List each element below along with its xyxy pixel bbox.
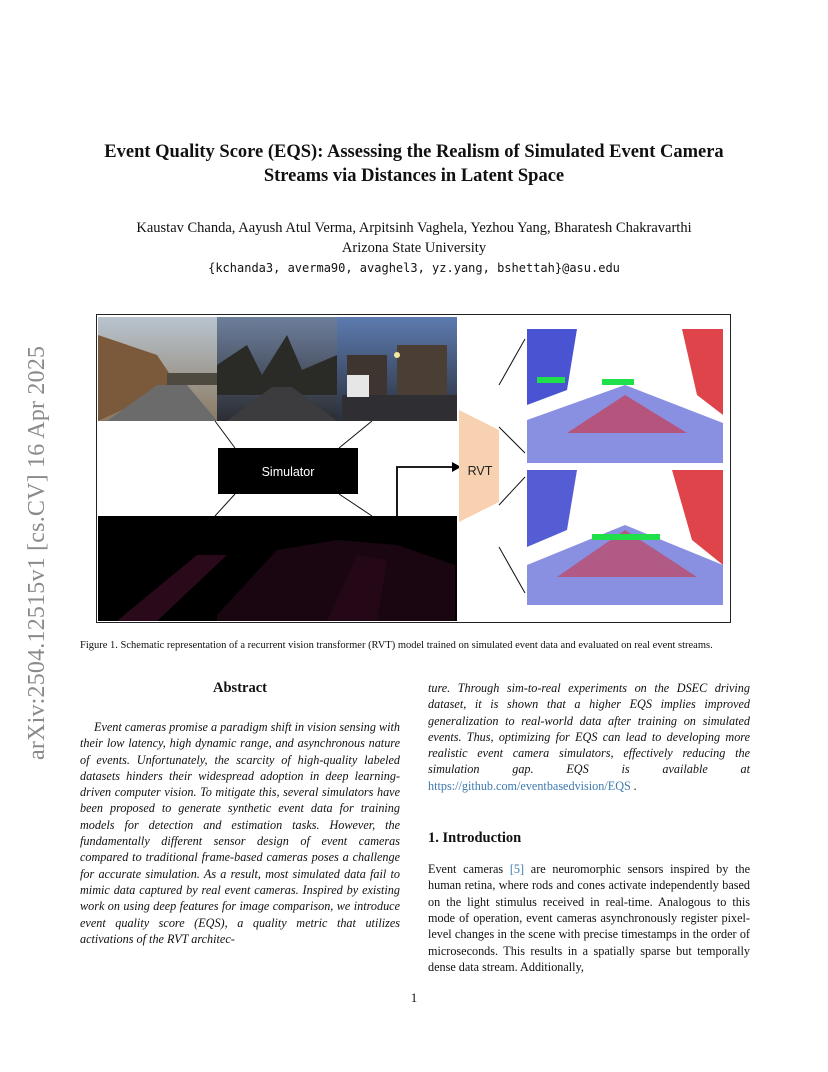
- rgb-frame-2: [217, 317, 337, 421]
- figure-1-schematic: [96, 314, 731, 623]
- introduction-heading: 1. Introduction: [428, 830, 522, 847]
- author-affiliation: Arizona State University: [341, 240, 487, 256]
- intro-text-start: Event cameras: [428, 862, 510, 877]
- figure-caption: Figure 1. Schematic representation of a recurrent vision transformer (RVT) model trained on simulated event data and evaluated on real event streams.: [80, 640, 713, 651]
- title-line-1: Event Quality Score (EQS): Assessing the Realism of Simulated Event Camera: [104, 142, 724, 162]
- intro-text-rest: are neuromorphic sensors inspired by the human retina, where rods and cones activate independently based on the light stimulus received in real-time. Analogous to this mode of operation, event cameras asynchronously register pixel-level changes in the scene with precise timestamps in the order of microseconds. This results in a spatially sparse but temporally dense data stream. Additionally,: [428, 862, 750, 974]
- arrow-to-rvt: [397, 462, 461, 516]
- arxiv-identifier-stamp: arXiv:2504.12515v1 [cs.CV] 16 Apr 2025: [24, 345, 50, 760]
- funnel-lines-output: [499, 339, 525, 593]
- rgb-frame-3: [337, 317, 457, 421]
- simulator-label: Simulator: [261, 465, 315, 479]
- author-emails: {kchanda3, averma90, avaghel3, yz.yang, bshettah}@asu.edu: [208, 261, 620, 275]
- abstract-continuation: [428, 680, 750, 794]
- abstract-heading: Abstract: [213, 680, 267, 696]
- title-line-2: Streams via Distances in Latent Space: [263, 166, 565, 186]
- abstract-continuation-text: ture. Through sim-to-real experiments on the DSEC driving dataset, it is shown that a higher EQS implies improved generalization to real-world data after training on simulated events. Thus, optimizing for EQS can lead to developing more realistic event camera simulators, effectively reducing the simulation gap. EQS is available at: [428, 681, 750, 777]
- left-column: [80, 680, 400, 947]
- author-names: Kaustav Chanda, Aayush Atul Verma, Arpitsinh Vaghela, Yezhou Yang, Bharatesh Chakravarthi: [136, 220, 692, 236]
- rgb-frame-1: [98, 317, 217, 421]
- real-event-frame-1: [527, 329, 723, 463]
- funnel-lines-bottom: [215, 494, 372, 516]
- citation-link[interactable]: [5]: [509, 862, 525, 877]
- author-block: [60, 218, 768, 258]
- detection-box: [592, 534, 660, 540]
- paper-title: [60, 140, 768, 188]
- page-number: 1: [410, 990, 418, 1005]
- detection-box: [537, 377, 565, 383]
- right-column: [428, 680, 750, 975]
- rvt-label: RVT: [467, 464, 493, 478]
- real-event-frame-2: [527, 470, 723, 605]
- github-link[interactable]: https://github.com/eventbasedvision/EQS: [428, 778, 631, 793]
- detection-box: [602, 379, 634, 385]
- introduction-text: [428, 861, 750, 975]
- funnel-lines-top: [215, 421, 372, 448]
- abstract-text: Event cameras promise a paradigm shift in vision sensing with their low latency, high dynamic range, and asynchronous nature of events. Unfortunately, the scarcity of high-quality labeled datasets hinders their widespread adoption in deep learning-driven computer vision. To mitigate this, several simulators have been proposed to generate synthetic event data for training models for detection and estimation tasks. However, the fundamentally different sensor design of event cameras compared to traditional frame-based cameras poses a challenge for accurate simulation. As a result, most simulated data fail to mimic data captured by real event cameras. Inspired by existing work on using deep features for image comparison, we introduce event quality score (EQS), a quality metric that utilizes activations of the RVT architec-: [80, 720, 400, 946]
- simulated-event-frames: [98, 516, 457, 621]
- link-suffix: .: [630, 778, 637, 793]
